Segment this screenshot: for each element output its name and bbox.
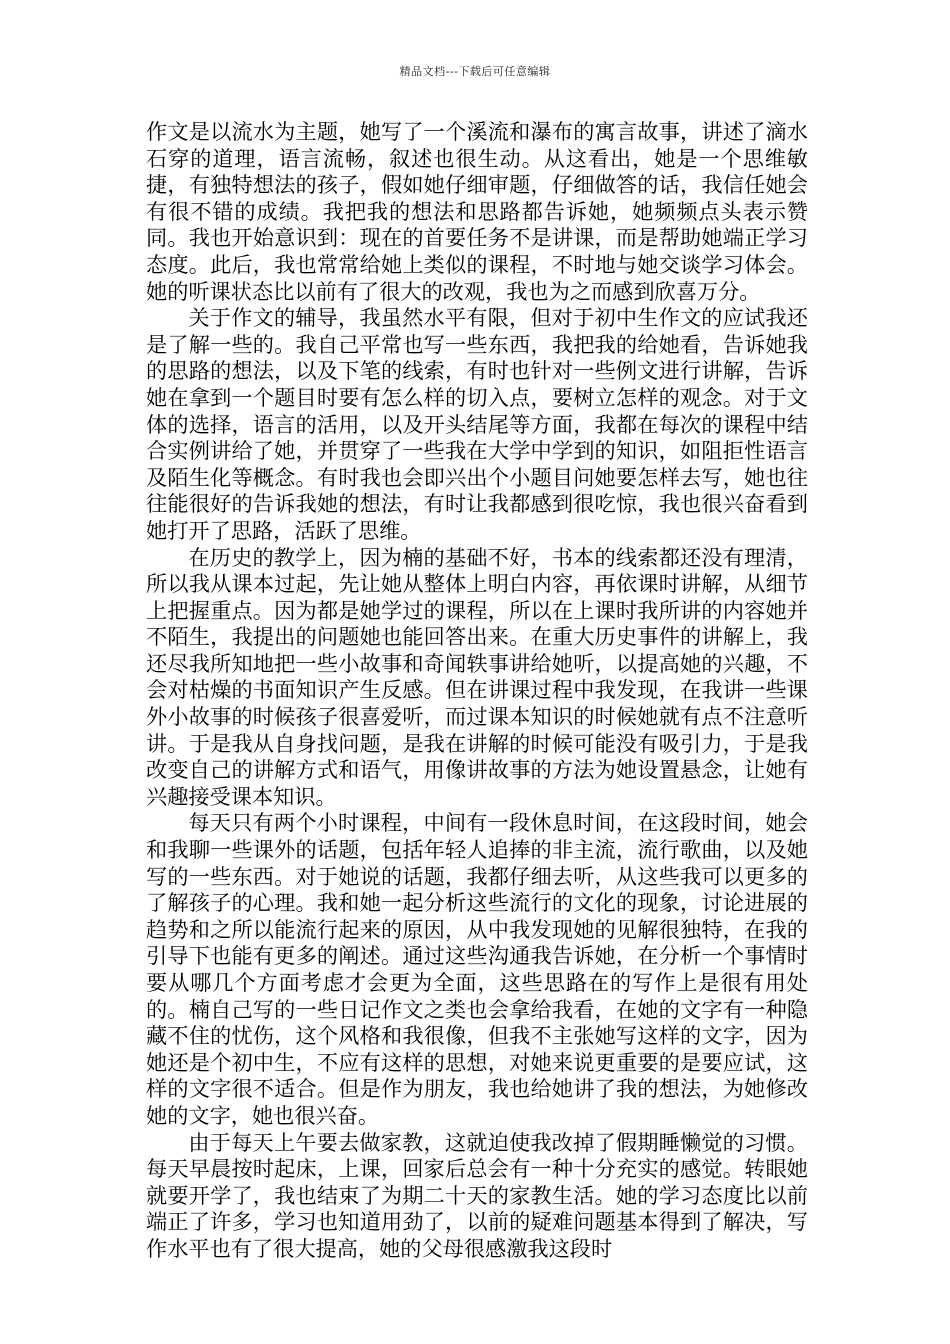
paragraph-3: 在历史的教学上，因为楠的基础不好，书本的线索都还没有理清，所以我从课本过起，先让她从整体上明白内容，再依课时讲解，从细节上把握重点。因为都是她学过的课程，所以在上课时我所讲的内容她并不陌生，我提出的问题她也能回答出来。在重大历史事件的讲解上，我还尽我所知地把一些小故事和奇闻轶事讲给她听，以提高她的兴趣，不会对枯燥的书面知识产生反感。但在讲课过程中我发现，在我讲一些课外小故事的时候孩子很喜爱听，而过课本知识的时候她就有点不注意听讲。于是我从自身找问题，是我在讲解的时候可能没有吸引力，于是我改变自己的讲解方式和语气，用像讲故事的方法为她设置悬念，让她有兴趣接受课本知识。 [146, 544, 808, 809]
paragraph-5: 由于每天上午要去做家教，这就迫使我改掉了假期睡懒觉的习惯。每天早晨按时起床，上课，回家后总会有一种十分充实的感觉。转眼她就要开学了，我也结束了为期二十天的家教生活。她的学习态度比以前端正了许多，学习也知道用劲了，以前的疑难问题基本得到了解决，写作水平也有了很大提高，她的父母很感激我这段时 [146, 1129, 808, 1261]
document-body [146, 119, 808, 1263]
page-header: 精品文档---下载后可任意编辑 [399, 65, 551, 78]
paragraph-1: 作文是以流水为主题，她写了一个溪流和瀑布的寓言故事，讲述了滴水石穿的道理，语言流畅，叙述也很生动。从这看出，她是一个思维敏捷，有独特想法的孩子，假如她仔细审题，仔细做答的话，我信任她会有很不错的成绩。我把我的想法和思路都告诉她，她频频点头表示赞同。我也开始意识到：现在的首要任务不是讲课，而是帮助她端正学习态度。此后，我也常常给她上类似的课程，不时地与她交谈学习体会。她的听课状态比以前有了很大的改观，我也为之而感到欣喜万分。 [146, 119, 808, 304]
paragraph-2: 关于作文的辅导，我虽然水平有限，但对于初中生作文的应试我还是了解一些的。我自己平常也写一些东西，我把我的给她看，告诉她我的思路的想法，以及下笔的线索，有时也针对一些例文进行讲解，告诉她在拿到一个题目时要有怎么样的切入点，要树立怎样的观念。对于文体的选择，语言的活用，以及开头结尾等方面，我都在每次的课程中结合实例讲给了她，并贯穿了一些我在大学中学到的知识，如阻拒性语言及陌生化等概念。有时我也会即兴出个小题目问她要怎样去写，她也往往能很好的告诉我她的想法，有时让我都感到很吃惊，我也很兴奋看到她打开了思路，活跃了思维。 [146, 305, 808, 543]
paragraph-4: 每天只有两个小时课程，中间有一段休息时间，在这段时间，她会和我聊一些课外的话题，包括年轻人追捧的非主流，流行歌曲，以及她写的一些东西。对于她说的话题，我都仔细去听，从这些我可以更多的了解孩子的心理。我和她一起分析这些流行的文化的现象，讨论进展的趋势和之所以能流行起来的原因，从中我发现她的见解很独特，在我的引导下也能有更多的阐述。通过这些沟通我告诉她，在分析一个事情时要从哪几个方面考虑才会更为全面，这些思路在的写作上是很有用处的。楠自己写的一些日记作文之类也会拿给我看，在她的文字有一种隐藏不住的忧伤，这个风格和我很像，但我不主张她写这样的文字，因为她还是个初中生，不应有这样的思想，对她来说更重要的是要应试，这样的文字很不适合。但是作为朋友，我也给她讲了我的想法，为她修改她的文字，她也很兴奋。 [146, 810, 808, 1128]
